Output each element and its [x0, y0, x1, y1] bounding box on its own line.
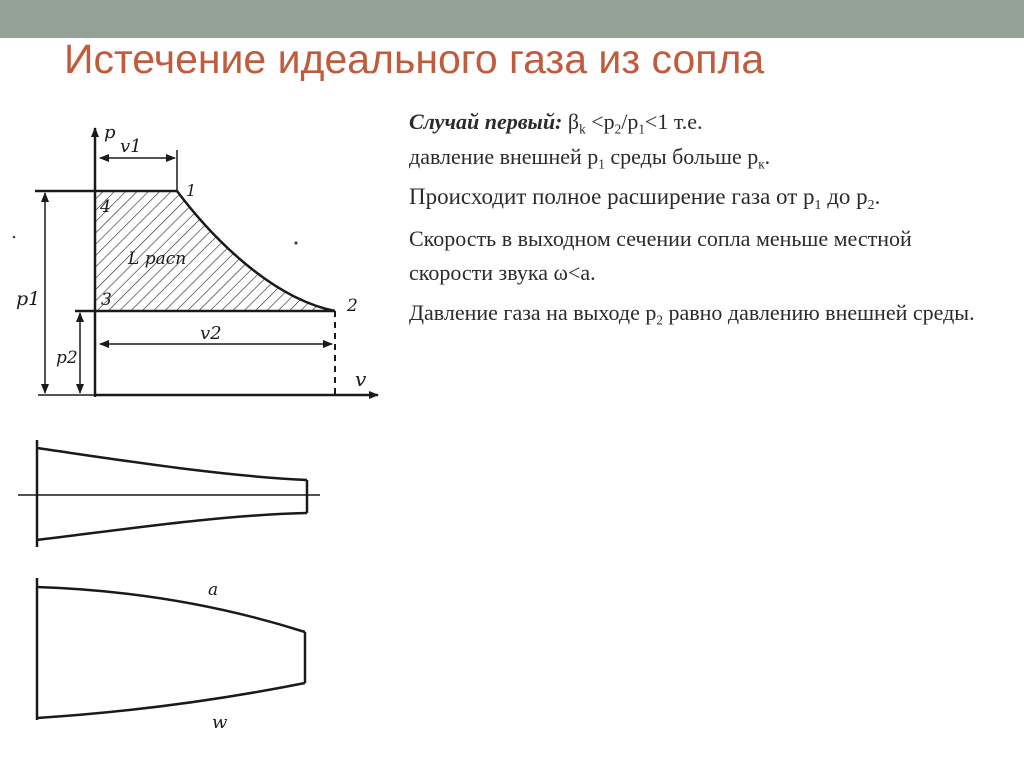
label-p1: p1 — [16, 288, 41, 310]
converging-nozzle — [18, 440, 320, 547]
label-l-rasp: L расп — [128, 249, 187, 269]
nozzle-diagram — [0, 0, 400, 767]
velocity-nozzle — [37, 578, 305, 733]
label-point-4: 4 — [100, 197, 111, 217]
label-p-axis: p — [104, 122, 116, 143]
label-v1: v1 — [120, 136, 142, 157]
pv-diagram — [13, 122, 378, 397]
label-point-3: 3 — [101, 290, 112, 310]
label-point-2: 2 — [347, 296, 358, 316]
expansion-paragraph: Происходит полное расширение газа от $p_1$ до $p_2$. — [409, 184, 881, 212]
label-curve-w: w — [212, 712, 228, 733]
slide-title: Истечение идеального газа из сопла — [64, 36, 765, 82]
label-v2: v2 — [200, 323, 222, 344]
label-point-1: 1 — [186, 181, 197, 200]
pressure-paragraph: Давление газа на выходе $p_2$ равно давлению внешней среды. — [409, 300, 975, 328]
label-v-axis: v — [355, 367, 367, 391]
slide-body — [409, 104, 999, 336]
label-p2: p2 — [56, 348, 78, 368]
case-label: Случай первый: — [409, 109, 563, 134]
label-curve-a: a — [208, 580, 219, 600]
curve-w — [37, 683, 305, 718]
velocity-paragraph: Скорость в выходном сечении сопла меньше местной скорости звука ω<a. — [409, 226, 912, 285]
curve-a — [37, 587, 305, 632]
case-paragraph: Случай первый: $\beta_k <p_2/p_1<1$ т.е. давление внешней $p_1$ среды больше $p_к$. — [409, 109, 771, 172]
